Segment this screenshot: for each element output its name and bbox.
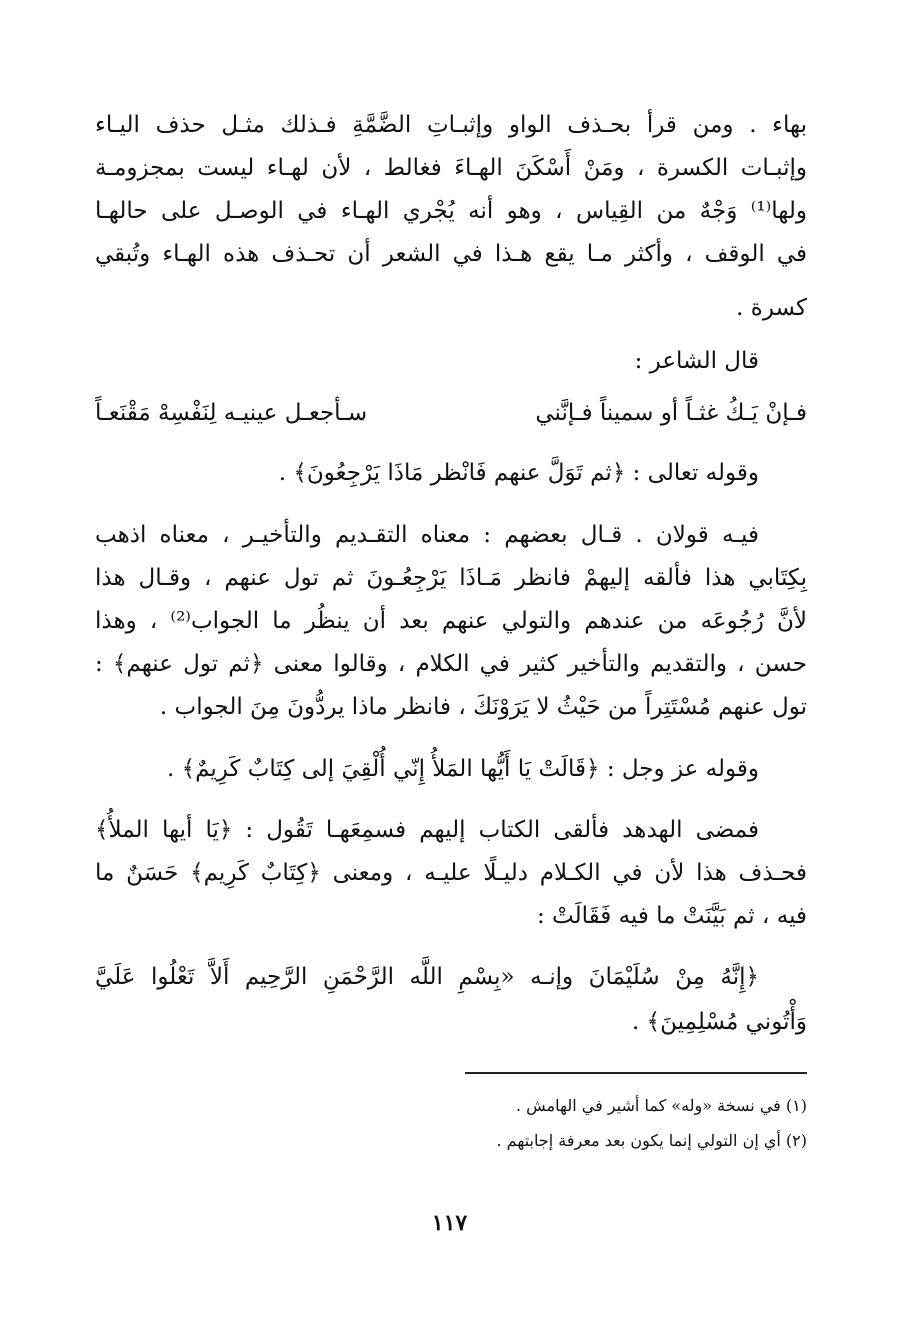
text-line: بِكِتَابي هذا فألقه إليهمْ فانظر مَـاذَا يَرْجِعُـونَ ثم تول عنهم ، وقـال هذا xyxy=(95,565,807,591)
poem-hemistich-right: فـإنْ يَـكُ غثـاً أو سميناً فـإنَّني xyxy=(535,400,807,426)
text-line: حسن ، والتقديم والتأخير كثير في الكلام ، وقالوا معنى ﴿ثم تول عنهم﴾ : xyxy=(95,651,807,677)
poem-verse xyxy=(95,398,807,428)
text-line: تول عنهم مُسْتَتِراً من حَيْثُ لا يَرَوْنَكَ ، فانظر ماذا يردُّونَ مِنَ الجواب . xyxy=(159,694,807,720)
text-line: فيه ، ثم بَيَّنَتْ ما فيه فَقَالَتْ : xyxy=(536,903,807,929)
text-line: فيـه قولان . قـال بعضهم : معناه التقـديم والتأخيـر ، معناه اذهب xyxy=(95,522,759,548)
text-line: فمضى الهدهد فألقى الكتاب إليهم فسمِعَهـا تَقُول : ﴿يَا أيها الملأُ﴾ xyxy=(95,817,759,843)
text-line: لأنَّ رُجُوعَه من عندهم والتولي عنهم بعد أن ينظُر ما الجواب⁽²⁾ ، وهذا xyxy=(95,608,807,634)
footnote: (١) في نسخة «وله» كما أشير في الهامش . xyxy=(515,1096,807,1115)
text-line: وإثبـات الكسرة ، ومَنْ أَسْكَنَ الهـاءَ فغالط ، لأن لهـاء ليست بمجزومـة xyxy=(95,155,807,181)
footnote-separator xyxy=(465,1072,807,1074)
quran-quote-line: ﴿إِنَّهُ مِنْ سُلَيْمَانَ وإنـه «بِسْمِ اللَّه الرَّحْمَنِ الرَّحِيم أَلاَّ تَعْلُوا عَلَيَّ xyxy=(95,964,759,990)
text-line: كسرة . xyxy=(736,295,807,321)
poet-intro: قال الشاعر : xyxy=(634,348,759,374)
text-line: ولها⁽¹⁾ وَجْهٌ من القِياس ، وهو أنه يُجْري الهـاء في الوصـل على حالهـا xyxy=(95,198,807,224)
quran-quote-line: وقوله عز وجل : ﴿قَالَتْ يَا أَيُّها المَلأُ إِنّي أُلْقِيَ إلى كِتَابٌ كَرِيمٌ﴾ . xyxy=(167,756,759,782)
text-line: بهاء . ومن قرأ بحـذف الواو وإثبـاتِ الضَّمَّةِ فـذلك مثـل حذف اليـاء xyxy=(95,112,807,138)
poem-hemistich-left: سـأجعـل عينيـه لِنَفْسِهْ مَقْنَعـاً xyxy=(95,400,368,426)
text-line: في الوقف ، وأكثر مـا يقع هـذا في الشعر أن تحـذف هذه الهـاء وتُبقي xyxy=(95,241,807,267)
text-line: فحـذف هذا لأن في الكـلام دليـلًا عليـه ، ومعنى ﴿كِتَابٌ كَرِيم﴾ حَسَنٌ ما xyxy=(95,860,807,886)
quran-quote-line: وَأْتُوني مُسْلِمِينَ﴾ . xyxy=(632,1009,807,1035)
quran-quote-line: وقوله تعالى : ﴿ثم تَوَلَّ عنهم فَانْظر مَاذَا يَرْجِعُونَ﴾ . xyxy=(278,460,759,486)
page-number: ١١٧ xyxy=(431,1210,468,1236)
footnote: (٢) أي إن التولي إنما يكون بعد معرفة إجابتهم . xyxy=(496,1131,807,1150)
